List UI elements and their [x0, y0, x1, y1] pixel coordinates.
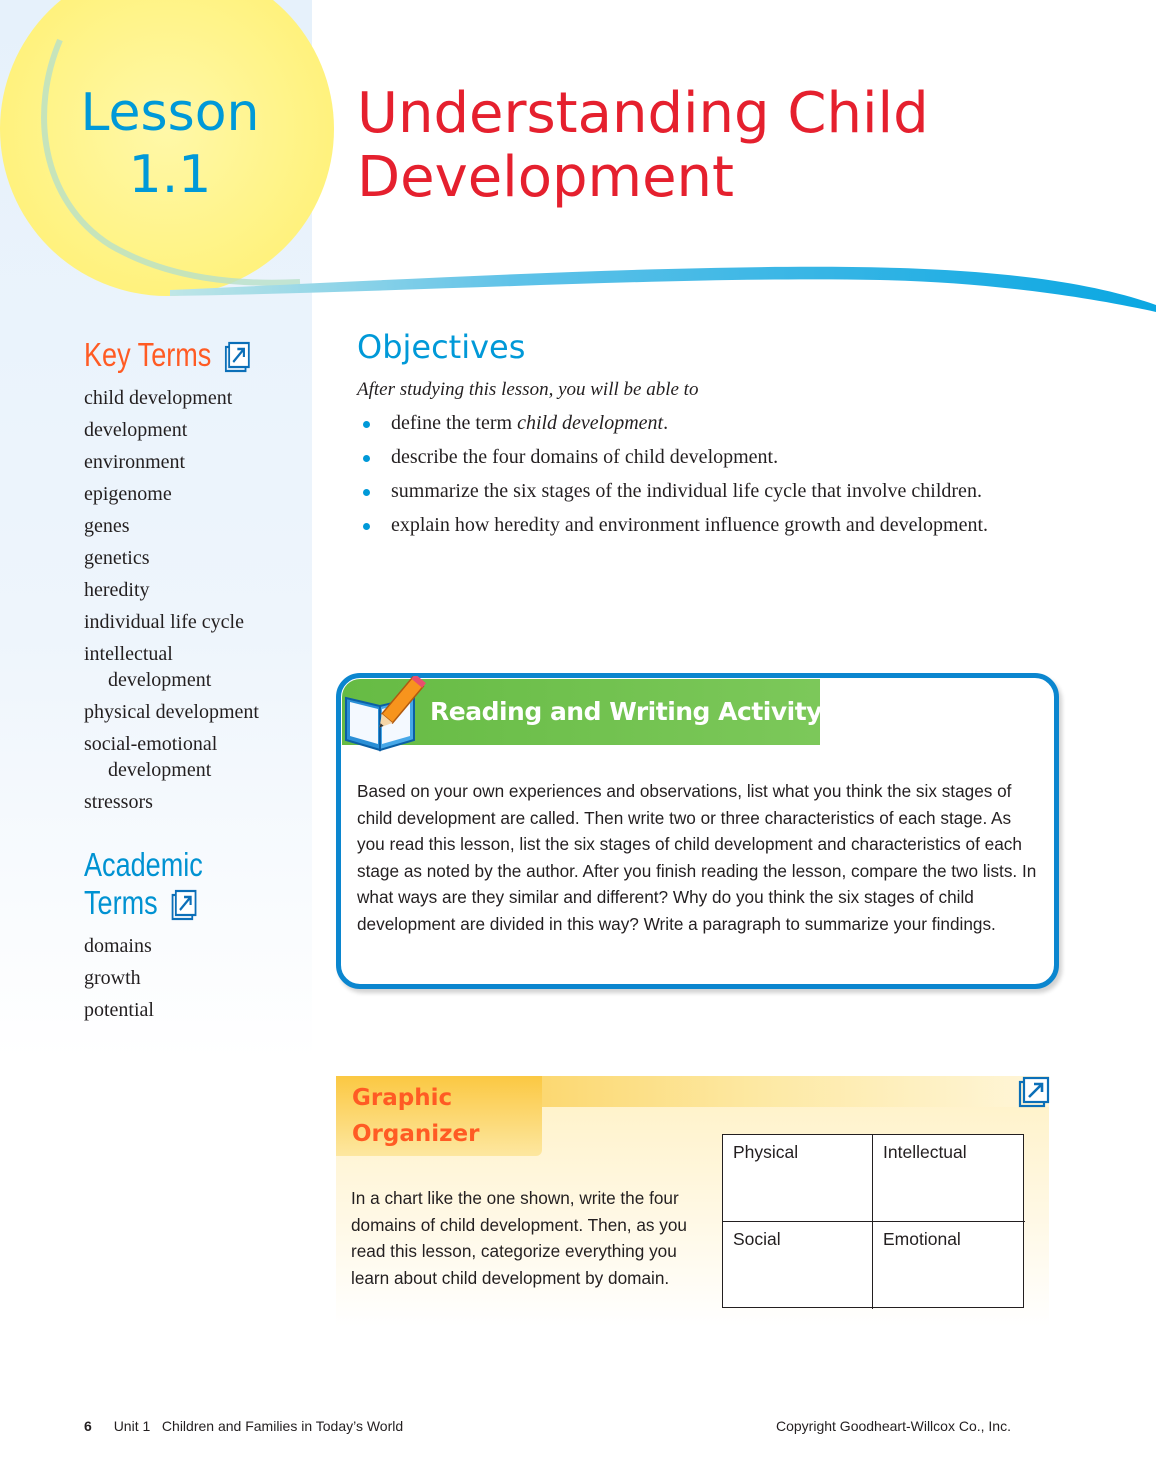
academic-terms-list	[84, 933, 304, 1029]
key-term-item[interactable]: environment	[84, 451, 186, 473]
graphic-organizer-text: In a chart like the one shown, write the four domains of child development. Then, as you read this lesson, categorize everything you learn about child development by domain.	[351, 1188, 687, 1288]
page-title	[357, 82, 1117, 210]
academic-terms-heading-line-2: Terms	[84, 884, 158, 921]
external-link-icon[interactable]	[170, 888, 198, 922]
reading-writing-title: Reading and Writing Activity	[430, 697, 822, 726]
key-term-item[interactable]: physical development	[84, 701, 259, 723]
key-term-item[interactable]: heredity	[84, 579, 150, 601]
reading-writing-text: Based on your own experiences and observations, list what you think the six stages of child development are called. Then write two or three characteristics of each stage. As you read this lesson, list the six stages of child development and characteristics of each stage as noted by the author. After you finish reading the lesson, compare the two lists. In what ways are they similar and different? Why do you think the six stages of child development are divided in this way? Write a paragraph to summarize your findings.	[357, 781, 1037, 934]
bullet-icon	[363, 523, 370, 530]
external-link-icon[interactable]	[1017, 1075, 1051, 1109]
unit-label: Unit 1 Children and Families in Today’s World	[113, 1418, 404, 1434]
objective-item: summarize the six stages of the individual life cycle that involve children.	[357, 478, 997, 504]
copyright: Copyright Goodheart-Willcox Co., Inc.	[776, 1418, 1011, 1434]
key-term-item[interactable]: genes	[84, 515, 130, 537]
key-term-item[interactable]: intellectual development	[84, 643, 212, 691]
academic-terms-heading	[84, 846, 203, 922]
objective-item: describe the four domains of child development.	[357, 444, 997, 470]
key-term-item[interactable]: social-emotional development	[84, 733, 218, 781]
page-footer-left	[84, 1418, 403, 1434]
lesson-word: Lesson	[80, 83, 260, 143]
bullet-icon	[363, 455, 370, 462]
academic-term-item[interactable]: growth	[84, 967, 141, 989]
key-terms-heading-text: Key Terms	[84, 336, 212, 373]
academic-term-item[interactable]: potential	[84, 999, 154, 1021]
objective-item: define the term child development.	[357, 410, 997, 436]
bullet-icon	[363, 489, 370, 496]
key-terms-heading	[84, 336, 252, 374]
domain-cell-emotional: Emotional	[883, 1229, 961, 1249]
graphic-organizer-title-line-2: Organizer	[352, 1121, 480, 1147]
objectives-intro: After studying this lesson, you will be able to	[357, 379, 699, 400]
lesson-number: 1.1	[128, 145, 212, 205]
key-term-item[interactable]: development	[84, 419, 188, 441]
key-terms-list	[84, 385, 304, 821]
key-term-item[interactable]: individual life cycle	[84, 611, 244, 633]
objectives-list	[357, 410, 997, 546]
page-title-line-1: Understanding Child	[357, 81, 929, 146]
key-term-item[interactable]: genetics	[84, 547, 150, 569]
header-swoosh	[170, 267, 1156, 312]
key-term-item[interactable]: epigenome	[84, 483, 172, 505]
academic-terms-heading-line-1: Academic	[84, 846, 203, 883]
bullet-icon	[363, 421, 370, 428]
graphic-organizer-title-line-1: Graphic	[352, 1085, 453, 1111]
key-term-item[interactable]: child development	[84, 387, 233, 409]
lesson-label	[60, 82, 280, 206]
page-title-line-2: Development	[357, 145, 734, 210]
external-link-icon[interactable]	[224, 340, 252, 374]
book-pencil-icon	[340, 676, 426, 752]
objective-item: explain how heredity and environment influence growth and development.	[357, 512, 997, 538]
objectives-heading: Objectives	[357, 328, 526, 366]
domain-cell-physical: Physical	[723, 1135, 873, 1222]
domains-chart	[722, 1134, 1024, 1308]
domain-cell-social: Social	[723, 1222, 873, 1309]
domain-cell-intellectual: Intellectual	[873, 1135, 1025, 1222]
page-number: 6	[84, 1418, 92, 1434]
academic-term-item[interactable]: domains	[84, 935, 152, 957]
graphic-organizer-title	[352, 1080, 532, 1152]
key-term-item[interactable]: stressors	[84, 791, 153, 813]
